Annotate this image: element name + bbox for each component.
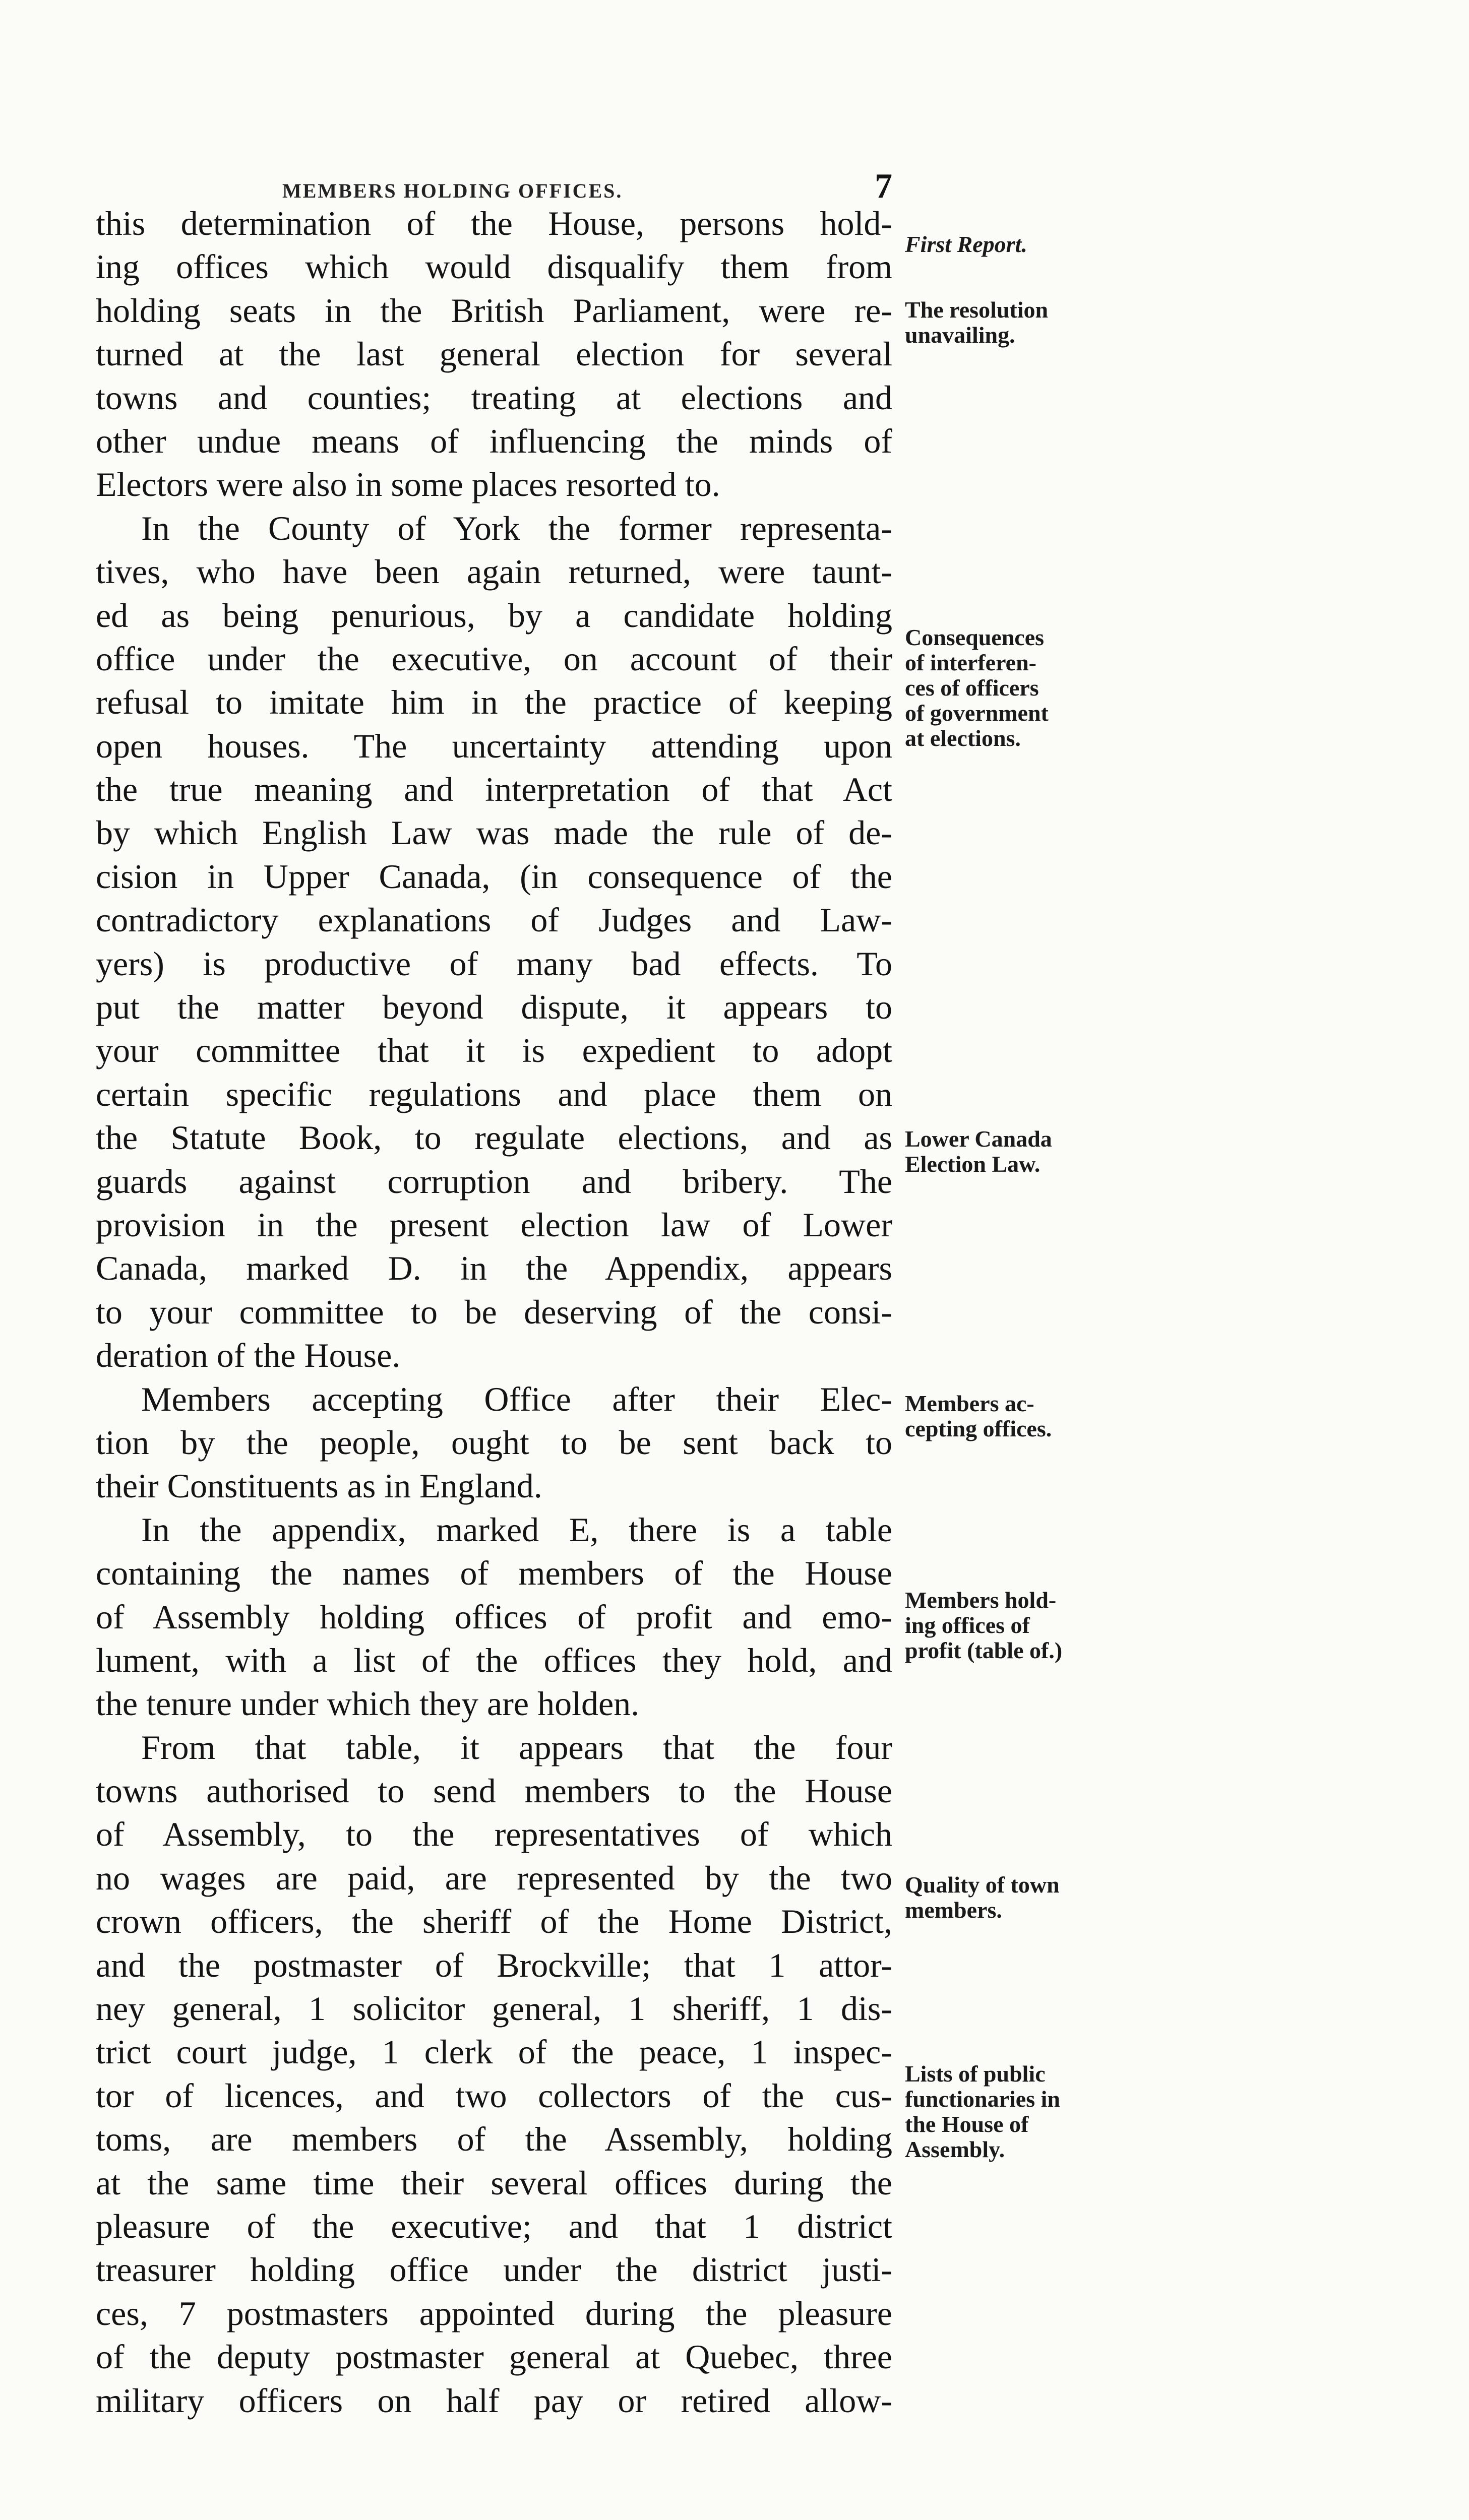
text-line: cision in Upper Canada, (in consequence of the bbox=[96, 857, 892, 896]
text-line: yers) is productive of many bad effects. To bbox=[96, 944, 892, 983]
text-line: certain specific regulations and place them on bbox=[96, 1075, 892, 1113]
margin-note-line: First Report. bbox=[905, 232, 1027, 257]
text-line: guards against corruption and bribery. The bbox=[96, 1162, 892, 1201]
text-line: Electors were also in some places resorted to. bbox=[96, 465, 720, 504]
margin-note-line: ing offices of bbox=[905, 1613, 1030, 1638]
text-line: no wages are paid, are represented by the two bbox=[96, 1858, 892, 1897]
margin-note-line: the House of bbox=[905, 2112, 1029, 2137]
margin-note-line: Election Law. bbox=[905, 1152, 1040, 1177]
text-line: put the matter beyond dispute, it appears to bbox=[96, 988, 892, 1027]
margin-note-line: Members ac- bbox=[905, 1391, 1034, 1416]
text-line: turned at the last general election for several bbox=[96, 335, 892, 373]
text-line: of Assembly holding offices of profit and emo- bbox=[96, 1597, 892, 1636]
text-line: treasurer holding office under the district justi- bbox=[96, 2250, 892, 2289]
margin-note-line: Members hold- bbox=[905, 1588, 1057, 1613]
text-line: tives, who have been again returned, were taunt- bbox=[96, 552, 892, 591]
text-line: ces, 7 postmasters appointed during the pleasure bbox=[96, 2294, 892, 2333]
margin-note bbox=[905, 625, 1137, 751]
margin-note-line: Consequences bbox=[905, 625, 1045, 650]
text-line: ney general, 1 solicitor general, 1 sheriff, 1 dis- bbox=[96, 1989, 892, 2028]
text-line: tor of licences, and two collectors of the cus- bbox=[96, 2076, 892, 2115]
text-line: office under the executive, on account of their bbox=[96, 639, 892, 678]
text-line: In the County of York the former representa- bbox=[141, 509, 892, 547]
margin-note-line: at elections. bbox=[905, 726, 1021, 751]
text-line: containing the names of members of the House bbox=[96, 1554, 892, 1593]
margin-note bbox=[905, 232, 1137, 257]
body-text bbox=[96, 202, 892, 2422]
text-line: the tenure under which they are holden. bbox=[96, 1684, 640, 1723]
margin-note-line: cepting offices. bbox=[905, 1416, 1052, 1441]
margin-note-line: unavailing. bbox=[905, 323, 1015, 348]
text-line: In the appendix, marked E, there is a table bbox=[141, 1510, 892, 1549]
text-line: to your committee to be deserving of the consi- bbox=[96, 1292, 892, 1331]
text-line: provision in the present election law of Lower bbox=[96, 1205, 892, 1244]
text-line: holding seats in the British Parliament, were re- bbox=[96, 291, 892, 330]
text-line: deration of the House. bbox=[96, 1336, 401, 1375]
margin-note-line: The resolution bbox=[905, 297, 1049, 323]
text-line: trict court judge, 1 clerk of the peace, 1 inspec- bbox=[96, 2033, 892, 2071]
text-line: other undue means of influencing the minds of bbox=[96, 421, 892, 460]
text-line: contradictory explanations of Judges and Law- bbox=[96, 901, 892, 939]
running-title: MEMBERS HOLDING OFFICES. bbox=[282, 179, 623, 202]
margin-note bbox=[905, 1872, 1137, 1923]
margin-note-line: Lower Canada bbox=[905, 1126, 1052, 1152]
text-line: of the deputy postmaster general at Quebec, three bbox=[96, 2338, 892, 2376]
margin-note-line: ces of officers bbox=[905, 675, 1039, 701]
text-line: open houses. The uncertainty attending upon bbox=[96, 726, 892, 765]
text-line: your committee that it is expedient to adopt bbox=[96, 1031, 892, 1070]
page-number: 7 bbox=[875, 167, 892, 206]
margin-note bbox=[905, 297, 1137, 348]
text-line: and the postmaster of Brockville; that 1 attor- bbox=[96, 1945, 892, 1984]
margin-note-line: Quality of town bbox=[905, 1872, 1060, 1898]
text-line: From that table, it appears that the four bbox=[141, 1728, 892, 1767]
text-line: military officers on half pay or retired allow- bbox=[96, 2381, 892, 2420]
margin-note-line: profit (table of.) bbox=[905, 1638, 1063, 1663]
text-line: ing offices which would disqualify them from bbox=[96, 247, 892, 286]
margin-note bbox=[905, 1391, 1137, 1441]
text-line: by which English Law was made the rule of de- bbox=[96, 813, 892, 852]
margin-note bbox=[905, 2061, 1137, 2162]
text-line: crown officers, the sheriff of the Home District, bbox=[96, 1902, 892, 1941]
running-head bbox=[282, 166, 892, 207]
text-line: at the same time their several offices during the bbox=[96, 2163, 892, 2202]
text-line: their Constituents as in England. bbox=[96, 1467, 542, 1505]
text-line: ed as being penurious, by a candidate holding bbox=[96, 596, 892, 635]
margin-note-line: functionaries in bbox=[905, 2087, 1060, 2112]
text-line: pleasure of the executive; and that 1 district bbox=[96, 2207, 892, 2245]
text-line: this determination of the House, persons hold- bbox=[96, 204, 892, 242]
margin-note-line: of interferen- bbox=[905, 650, 1036, 675]
text-line: refusal to imitate him in the practice of keeping bbox=[96, 683, 892, 722]
margin-note-line: of government bbox=[905, 701, 1049, 726]
text-line: of Assembly, to the representatives of which bbox=[96, 1815, 892, 1854]
text-line: towns authorised to send members to the House bbox=[96, 1772, 892, 1810]
margin-note-line: Lists of public bbox=[905, 2061, 1046, 2087]
text-line: the Statute Book, to regulate elections, and as bbox=[96, 1118, 892, 1157]
text-line: tion by the people, ought to be sent back to bbox=[96, 1423, 892, 1462]
text-line: toms, are members of the Assembly, holding bbox=[96, 2120, 892, 2159]
margin-note bbox=[905, 1588, 1137, 1663]
text-line: towns and counties; treating at elections and bbox=[96, 378, 892, 417]
margin-note bbox=[905, 1126, 1137, 1177]
text-line: lument, with a list of the offices they hold, and bbox=[96, 1641, 892, 1679]
text-line: the true meaning and interpretation of that Act bbox=[96, 770, 892, 809]
text-line: Members accepting Office after their Elec- bbox=[141, 1379, 892, 1418]
margin-note-line: members. bbox=[905, 1898, 1002, 1923]
margin-note-line: Assembly. bbox=[905, 2137, 1005, 2162]
text-line: Canada, marked D. in the Appendix, appears bbox=[96, 1249, 892, 1288]
